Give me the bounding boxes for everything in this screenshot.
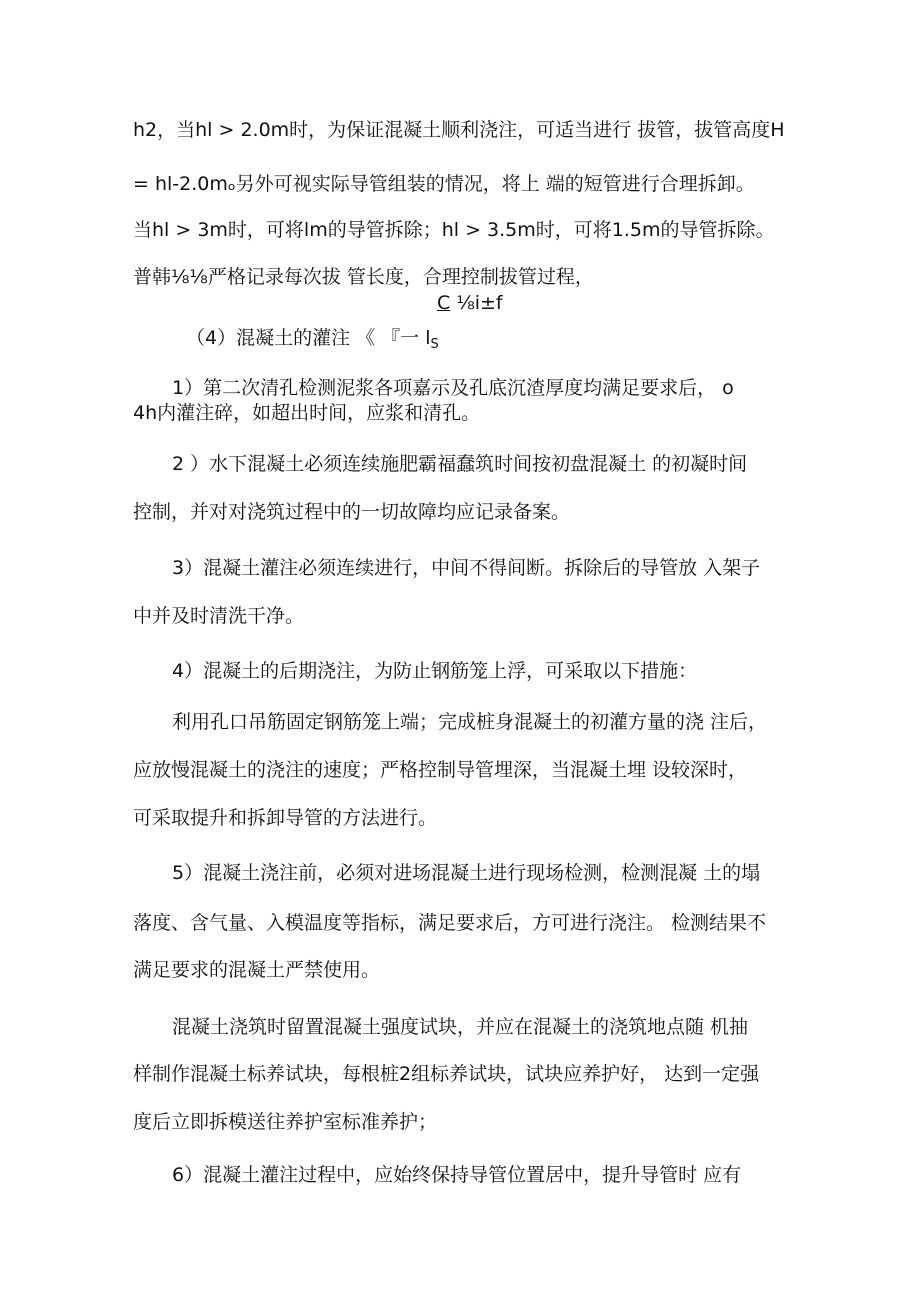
text-line-2: = hl-2.0mₒ另外可视实际导管组装的情况，将上 端的短管进行合理拆卸。 [133, 173, 755, 195]
para-line: 4）混凝土的后期浇注，为防止钢筋笼上浮，可采取以下措施： [172, 660, 698, 682]
para-line: 4h内灌注碎，如超出时间，应浆和清孔。 [133, 402, 481, 424]
fragment-rest: ⅛i±f [450, 292, 503, 314]
para-line: 落度、含气量、入模温度等指标，满足要求后，方可进行浇注。 检测结果不 [133, 912, 767, 934]
fragment-c: C [437, 292, 451, 314]
section-heading-main: （4）混凝土的灌注 《 『一 l [186, 327, 431, 349]
para-line: 样制作混凝土标养试块，每根桩2组标养试块，试块应养护好， 达到一定强 [133, 1063, 760, 1085]
section-heading-sub: S [430, 337, 439, 352]
para-line: 3）混凝土灌注必须连续进行，中间不得间断。拆除后的导管放 入架子 [172, 557, 761, 579]
text-line-4: 普韩⅛⅛严格记录每次拔 管长度，合理控制拔管过程， [133, 266, 594, 288]
section-heading [186, 326, 439, 357]
para-line: 利用孔口吊筋固定钢筋笼上端；完成桩身混凝土的初灌方量的浇 注后， [172, 711, 768, 733]
para-line: 满足要求的混凝土严禁使用。 [133, 959, 381, 981]
para-line: 可采取提升和拆卸导管的方法进行。 [133, 807, 438, 829]
para-line: 1）第二次清孔检测泥浆各项嘉示及孔底沉渣厚度均满足要求后， o [172, 377, 734, 399]
garbled-fragment [437, 291, 503, 315]
para-line: 混凝土浇筑时留置混凝土强度试块，并应在混凝土的浇筑地点随 机抽 [172, 1016, 749, 1038]
para-line: 5）混凝土浇注前，必须对进场混凝土进行现场检测，检测混凝 土的塌 [172, 862, 761, 884]
text-line-3: 当hl > 3m时，可将lm的导管拆除；hl > 3.5m时，可将1.5m的导管拆除。 [133, 219, 775, 241]
para-line: 6）混凝土灌注过程中，应始终保持导管位置居中，提升导管时 应有 [172, 1164, 742, 1186]
para-line: 中并及时清洗干净。 [133, 605, 305, 627]
text-line-1: h2，当hl > 2.0m时，为保证混凝土顺利浇注，可适当进行 拔管，拔管高度H [133, 119, 785, 141]
para-line: 2 ）水下混凝土必须连续施肥霸福蠢筑时间按初盘混凝土 的初凝时间 [172, 453, 748, 475]
para-line: 控制，并对对浇筑过程中的一切故障均应记录备案。 [133, 501, 571, 523]
para-line: 度后立即拆模送往养护室标准养护； [133, 1111, 438, 1133]
para-line: 应放慢混凝土的浇注的速度；严格控制导管埋深，当混凝土埋 设较深时， [133, 759, 748, 781]
